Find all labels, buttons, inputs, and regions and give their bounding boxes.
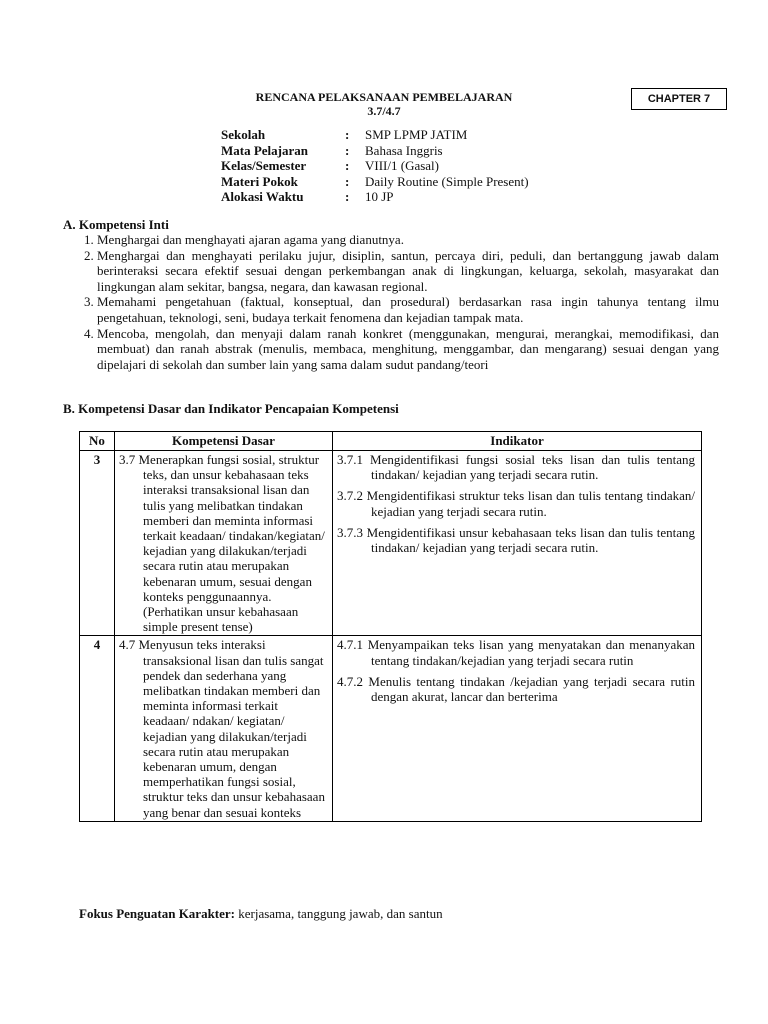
row-number: 3: [80, 451, 115, 636]
info-value: SMP LPMP JATIM: [365, 127, 468, 142]
info-value: Bahasa Inggris: [365, 142, 443, 158]
info-row: [221, 127, 529, 143]
list-item: 2. Menghargai dan menghayati perilaku jujur, disiplin, santun, percaya diri, peduli, dan bertanggung jawab dalam berinteraksi secara efektif sesuai dengan perkembangan anak di lingkungan, keluarga, sekolah, masyarakat dan lingkungan alam sekitar, bangsa, negara, dan kawasan regional.: [97, 248, 719, 295]
column-header-kd: Kompetensi Dasar: [115, 432, 333, 451]
info-colon: :: [345, 173, 350, 189]
column-header-indikator: Indikator: [333, 432, 702, 451]
list-item: 3. Memahami pengetahuan (faktual, konseptual, dan prosedural) berdasarkan rasa ingin tahunya tentang ilmu pengetahuan, teknologi, seni, budaya terkait fenomena dan kejadian tampak mata.: [97, 294, 719, 325]
kd-cell: [115, 451, 333, 636]
table-header-row: [80, 432, 702, 451]
chapter-badge: CHAPTER 7: [631, 88, 727, 110]
indicator-item: 3.7.1 Mengidentifikasi fungsi sosial teks lisan dan tulis tentang tindakan/ kejadian yang terjadi secara rutin.: [337, 452, 695, 483]
info-label: Alokasi Waktu: [221, 189, 304, 205]
info-colon: :: [345, 158, 350, 174]
info-label: Materi Pokok: [221, 173, 298, 189]
kd-text: 4.7 Menyusun teks interaksi transaksional lisan dan tulis sangat pendek dan sederhana yang melibatkan tindakan memberi dan meminta informasi terkait keadaan/ ndakan/ kegiatan/ kejadian yang dilakukan/terjadi secara rutin atau merupakan kebenaran umum, dengan memperhatikan fungsi sosial, struktur teks dan unsur kebahasaan yang benar dan sesuai konteks: [119, 637, 325, 820]
section-a-heading: A. Kompetensi Inti: [63, 217, 169, 232]
indicator-cell: [333, 451, 702, 636]
info-row: [221, 158, 529, 174]
indicator-cell: [333, 636, 702, 821]
document-subtitle: 3.7/4.7: [367, 104, 401, 118]
info-row: [221, 143, 529, 159]
list-item: 1. Menghargai dan menghayati ajaran agama yang dianutnya.: [97, 232, 719, 248]
column-header-no: No: [80, 432, 115, 451]
indicator-item: 4.7.1 Menyampaikan teks lisan yang menyatakan dan menanyakan tentang tindakan/kejadian yang terjadi secara rutin: [337, 637, 695, 668]
identity-table: [221, 127, 529, 205]
info-value: 10 JP: [365, 189, 394, 205]
info-label: Sekolah: [221, 127, 266, 142]
kd-cell: [115, 636, 333, 821]
kompetensi-inti-list: [65, 232, 719, 372]
info-value: Daily Routine (Simple Present): [365, 173, 529, 189]
indicator-item: 3.7.2 Mengidentifikasi struktur teks lisan dan tulis tentang tindakan/ kejadian yang terjadi secara rutin.: [337, 488, 695, 519]
info-row: [221, 189, 529, 205]
list-item: 4. Mencoba, mengolah, dan menyaji dalam ranah konkret (menggunakan, mengurai, merangkai, memodifikasi, dan membuat) dan ranah abstrak (menulis, membaca, menghitung, menggambar, dan mengarang) sesuai dengan yang dipelajari di sekolah dan sumber lain yang sama dalam sudut pandang/teori: [97, 326, 719, 373]
info-colon: :: [345, 142, 350, 158]
indicator-item: 3.7.3 Mengidentifikasi unsur kebahasaan teks lisan dan tulis tentang tindakan/ kejadian yang terjadi secara rutin.: [337, 524, 695, 556]
info-label: Kelas/Semester: [221, 158, 307, 174]
info-row: [221, 174, 529, 190]
info-colon: :: [345, 189, 350, 205]
table-row: [80, 636, 702, 821]
fokus-value: kerjasama, tanggung jawab, dan santun: [235, 906, 443, 921]
fokus-label: Fokus Penguatan Karakter:: [79, 906, 235, 921]
info-label: Mata Pelajaran: [221, 142, 309, 158]
table-row: [80, 451, 702, 636]
section-b-heading: B. Kompetensi Dasar dan Indikator Pencapaian Kompetensi: [63, 401, 399, 416]
info-colon: :: [345, 127, 350, 142]
kd-text: 3.7 Menerapkan fungsi sosial, struktur teks, dan unsur kebahasaan teks interaksi transaksional lisan dan tulis yang melibatkan tindakan memberi dan meminta informasi terkait keadaan/ tindakan/kegiatan/ kejadian yang dilakukan/terjadi secara rutin atau merupakan kebenaran umum, sesuai dengan konteks penggunaannya. (Perhatikan unsur kebahasaan simple present tense): [119, 452, 325, 635]
indicator-item: 4.7.2 Menulis tentang tindakan /kejadian yang terjadi secara rutin dengan akurat, lancar dan berterima: [337, 673, 695, 705]
kompetensi-table: [79, 431, 702, 822]
fokus-karakter: [79, 906, 443, 921]
info-value: VIII/1 (Gasal): [365, 158, 439, 174]
row-number: 4: [80, 636, 115, 821]
document-title: RENCANA PELAKSANAAN PEMBELAJARAN: [255, 90, 513, 104]
